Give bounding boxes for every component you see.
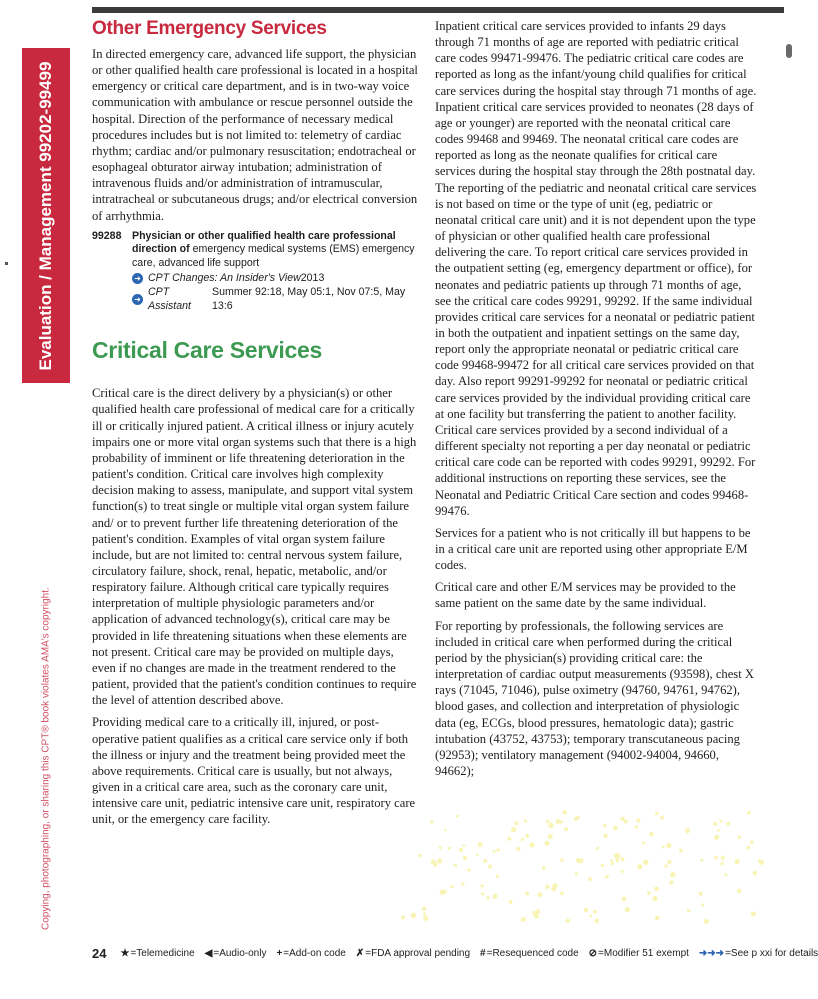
legend-modifier51-label: =Modifier 51 exempt <box>598 948 689 959</box>
decorative-dot <box>521 838 524 841</box>
decorative-dot <box>685 828 690 833</box>
decorative-dot <box>721 856 725 860</box>
decorative-dot <box>604 834 608 838</box>
legend-see-page <box>699 948 818 959</box>
decorative-dot <box>759 860 764 865</box>
decorative-dot <box>418 854 422 858</box>
decorative-dot <box>422 907 426 911</box>
decorative-dot <box>714 856 718 860</box>
hash-icon: # <box>480 948 486 959</box>
decorative-dot <box>647 891 651 895</box>
decorative-dot <box>701 903 704 906</box>
decorative-dot <box>654 886 659 891</box>
decorative-dot <box>524 819 527 822</box>
legend-telemedicine <box>120 948 194 959</box>
decorative-dot <box>642 841 645 844</box>
decorative-dot <box>448 847 451 850</box>
speaker-icon: ◀ <box>204 948 213 959</box>
decorative-dot <box>411 913 417 919</box>
decorative-dot <box>737 889 742 894</box>
decorative-dot <box>483 859 487 863</box>
decorative-dot <box>593 910 597 914</box>
decorative-dot <box>493 850 496 853</box>
decorative-dot <box>588 877 592 881</box>
decorative-dot <box>562 810 567 815</box>
decorative-dot <box>667 860 671 864</box>
decorative-dot <box>621 858 625 862</box>
decorative-dot <box>750 841 754 845</box>
decorative-dot <box>497 848 500 851</box>
critical-care-paragraph-2: Providing medical care to a critically ill, injured, or post-operative patient qualifies as a critical care service only if both the illness or injury and the treatment being provided meet the above requirements. Critical care is usually, but not always, given in a critical care area, such as the coronary care unit, intensive care unit, pediatric intensive care unit, respiratory care unit, or the emergency care facility. <box>92 715 416 827</box>
decorative-dot <box>726 822 730 826</box>
legend-telemedicine-label: =Telemedicine <box>130 948 195 959</box>
decorative-dot <box>660 816 664 820</box>
ref2-rest: Summer 92:18, May 05:1, Nov 07:5, May 13:6 <box>212 286 406 312</box>
other-emergency-heading: Other Emergency Services <box>92 18 327 39</box>
decorative-dot <box>509 900 513 904</box>
decorative-dot <box>687 909 691 913</box>
decorative-dot <box>463 844 466 847</box>
decorative-dot <box>431 859 436 864</box>
legend-modifier51 <box>589 948 689 959</box>
decorative-dot <box>401 915 405 919</box>
decorative-dot <box>669 880 673 884</box>
decorative-dot <box>423 912 426 915</box>
decorative-dot <box>478 842 483 847</box>
decorative-dot <box>456 815 459 818</box>
ref2-title: CPT Assistant <box>148 286 191 312</box>
decorative-dot <box>467 868 471 872</box>
legend-fda <box>356 948 470 959</box>
decorative-dot <box>556 819 561 824</box>
decorative-dot <box>652 896 657 901</box>
reference-arrows-icon: ➜➜➜ <box>698 948 725 959</box>
decorative-dot <box>461 883 464 886</box>
decorative-dot <box>666 843 671 848</box>
decorative-dot <box>753 871 758 876</box>
decorative-dot <box>437 858 442 863</box>
decorative-dot <box>450 885 453 888</box>
decorative-dot <box>480 884 483 887</box>
decorative-dot <box>643 860 649 866</box>
decorative-dot <box>664 864 667 867</box>
decorative-dot <box>679 849 683 853</box>
decorative-dot <box>430 820 434 824</box>
decorative-dot <box>507 837 511 841</box>
page-number: 24 <box>92 946 107 961</box>
decorative-dot <box>536 909 541 914</box>
decorative-dot <box>735 859 740 864</box>
decorative-dot <box>720 862 723 865</box>
decorative-dot <box>496 875 499 878</box>
code-bold-text: Physician or other qualified health care professional direction of <box>132 229 396 256</box>
decorative-dot <box>521 917 526 922</box>
other-emergency-paragraph: In directed emergency care, advanced life support, the physician or other qualified health care professional is located in a hospital emergency or critical care department, and is in two-way voice communication with ambulance or rescue personnel outside the hospital. Direction of the performance of necessary medical procedures includes but is not limited to: telemetry of cardiac rhythm; cardiac and/or pulmonary resuscitation; endotracheal or esophageal obturator airway intubation; administration of intravenous fluids and/or administration of intramuscular, intratracheal or subcutaneous drugs; and/or electrical conversion of arrhythmia. <box>92 47 418 223</box>
margin-mark <box>5 262 8 265</box>
decorative-dot <box>625 907 630 912</box>
decorative-dot <box>481 892 484 895</box>
decorative-dot <box>525 834 529 838</box>
decorative-dot <box>492 894 497 899</box>
prohibited-icon: ⊘ <box>588 948 598 959</box>
top-rule <box>92 7 784 13</box>
decorative-dot <box>560 891 564 895</box>
decorative-dot <box>577 859 581 863</box>
arrow-right-icon: ➜ <box>132 273 143 284</box>
decorative-dot <box>560 859 564 863</box>
decorative-dot <box>444 829 447 832</box>
pediatric-neonatal-paragraph: Inpatient critical care services provided to infants 29 days through 71 months of age are reported with pediatric critical care codes 99471-99476. The pediatric critical care codes are reported as long as the infant/young child qualifies for critical care services during the hospital stay through 71 months of age. Inpatient critical care services provided to neonates (28 days of age or younger) are reported with the neonatal critical care codes 99468 and 99469. The neonatal critical care codes are reported as long as the neonate qualifies for critical care services during the hospital stay through the 28th postnatal day. The reporting of the pediatric and neonatal critical care services is not based on time or the type of unit (eg, pediatric or neonatal critical care unit) and it is not dependent upon the type of physician or other qualified health care professional delivering the care. To report critical care services provided in the outpatient setting (eg, emergency department or office), for neonates and pediatric patients up through 71 months of age, see the critical care codes 99291, 99292. If the same individual provides critical care services for a neonatal or pediatric patient in both the outpatient and inpatient settings on the same day, report only the appropriate neonatal or pediatric critical care code 99468-99472 for all critical care services provided on that day. Also report 99291-99292 for neonatal or pediatric critical care services provided by the individual providing critical care at one facility but transferring the patient to another facility. Critical care services provided by a second individual of a different specialty not reporting a per day neonatal or pediatric critical care code can be reported with codes 99291, 99292. For additional instructions on reporting these services, see the Neonatal and Pediatric Critical Care section and codes 99468-99476. <box>435 19 757 518</box>
decorative-dot <box>622 897 627 902</box>
code-rest-text: emergency medical systems (EMS) emergency care, advanced life support <box>132 243 415 269</box>
legend-fda-label: =FDA approval pending <box>365 948 471 959</box>
decorative-dot <box>596 847 599 850</box>
decorative-dot <box>704 919 709 924</box>
legend-audio <box>205 948 267 959</box>
decorative-dot <box>662 846 665 849</box>
decorative-dot <box>738 835 742 839</box>
code-description <box>132 230 420 314</box>
decorative-dot <box>615 858 619 862</box>
decorative-dot <box>548 823 553 828</box>
legend-see-page-label: =See p xxi for details <box>725 948 818 959</box>
included-services-paragraph: For reporting by professionals, the following services are included in critical care when performed during the critical period by the physician(s) providing critical care: the interpretation of cardiac output measurements (93598), chest X rays (71045, 71046), pulse oximetry (94760, 94761, 94762), blood gases, and collection and interpretation of physiologic data (eg, ECGs, blood pressures, hematologic data); gastric intubation (43752, 43753); temporary transcutaneous pacing (92953); ventilatory management (94002-94004, 94660, 94662); <box>435 618 754 779</box>
decorative-dot <box>542 866 546 870</box>
decorative-dot <box>516 847 520 851</box>
left-column <box>92 18 420 834</box>
decorative-dot <box>537 892 542 897</box>
section-tab-title: Evaluation / Management 99202-99499 <box>36 61 55 371</box>
decorative-dot <box>724 873 727 876</box>
decorative-dot <box>548 834 553 839</box>
decorative-dot <box>439 846 442 849</box>
legend-audio-label: =Audio-only <box>213 948 267 959</box>
ref1-title: CPT Changes: An Insider's View <box>148 271 301 284</box>
decorative-dot <box>714 835 719 840</box>
decorative-dot <box>613 825 618 830</box>
decorative-dot <box>589 914 592 917</box>
decorative-dot <box>638 865 641 868</box>
decorative-dot <box>655 916 660 921</box>
code-number: 99288 <box>92 229 122 242</box>
decorative-dot <box>488 865 492 869</box>
decorative-dot <box>636 818 640 822</box>
critical-care-paragraph-1: Critical care is the direct delivery by a physician(s) or other qualified health care professional of medical care for a critically ill or critically injured patient. A critical illness or injury acutely impairs one or more vital organ systems such that there is a high probability of imminent or life threatening deterioration in the patient's condition. Critical care involves high complexity decision making to assess, manipulate, and support vital system function(s) to treat single or multiple vital organ system failure and/ or to prevent further life threatening deterioration of the patient's condition. Examples of vital organ system failure include, but are not limited to: central nervous system failure, circulatory failure, shock, renal, hepatic, metabolic, and/or respiratory failure. Although critical care typically requires interpretation of multiple physiologic parameters and/or application of advanced technology(s), critical care may be provided in life threatening situations when these elements are not present. Critical care may be provided on multiple days, even if no changes are made in the treatment rendered to the patient, provided that the patient's condition continues to require the level of attention described above. <box>92 386 417 708</box>
decorative-dot <box>566 919 571 924</box>
decorative-dot <box>476 854 479 857</box>
decorative-dot <box>720 820 723 823</box>
decorative-dot <box>700 859 703 862</box>
reference-cpt-assistant <box>132 286 420 313</box>
non-critical-paragraph: Services for a patient who is not critically ill but happens to be in a critical care unit are reported using other appropriate E/M codes. <box>435 525 751 573</box>
right-column <box>435 18 758 785</box>
legend-resequenced <box>480 948 579 959</box>
same-date-paragraph: Critical care and other E/M services may be provided to the same patient on the same date by the same individual. <box>435 580 736 611</box>
decorative-dot <box>511 827 516 832</box>
critical-care-heading: Critical Care Services <box>92 337 322 364</box>
decorative-dot <box>635 825 638 828</box>
scrollbar-thumb[interactable] <box>786 44 792 58</box>
decorative-dot-pattern <box>395 812 765 922</box>
decorative-dot <box>747 811 751 815</box>
fda-pending-icon: ✗ <box>355 948 365 959</box>
decorative-dot <box>655 812 658 815</box>
decorative-dot <box>621 870 624 873</box>
star-icon: ★ <box>120 948 130 959</box>
decorative-dot <box>713 822 717 826</box>
decorative-dot <box>546 820 549 823</box>
legend-addon <box>276 948 345 959</box>
decorative-dot <box>551 887 556 892</box>
decorative-dot <box>459 848 463 852</box>
decorative-dot <box>670 872 675 877</box>
copyright-notice: Copying, photographing, or sharing this CPT® book violates AMA's copyright. <box>40 587 52 930</box>
decorative-dot <box>442 889 446 893</box>
decorative-dot <box>746 846 750 850</box>
decorative-dot <box>514 821 518 825</box>
decorative-dot <box>545 841 550 846</box>
decorative-dot <box>525 891 529 895</box>
reference-cpt-changes <box>132 272 420 286</box>
decorative-dot <box>610 859 613 862</box>
decorative-dot <box>454 864 458 868</box>
decorative-dot <box>620 817 625 822</box>
decorative-dot <box>717 829 720 832</box>
decorative-dot <box>611 862 614 865</box>
code-entry-99288 <box>92 230 420 314</box>
decorative-dot <box>594 919 599 924</box>
decorative-dot <box>486 896 490 900</box>
decorative-dot <box>751 911 756 916</box>
footer-legend <box>92 946 818 961</box>
decorative-dot <box>649 832 654 837</box>
decorative-dot <box>614 853 619 858</box>
decorative-dot <box>423 916 428 921</box>
decorative-dot <box>699 892 703 896</box>
decorative-dot <box>463 856 467 860</box>
decorative-dot <box>564 827 568 831</box>
decorative-dot <box>584 908 589 913</box>
legend-resequenced-label: =Resequenced code <box>486 948 579 959</box>
decorative-dot <box>575 872 578 875</box>
decorative-dot <box>545 885 550 890</box>
decorative-dot <box>601 864 604 867</box>
ref1-year: 2013 <box>300 271 325 284</box>
decorative-dot <box>603 824 607 828</box>
decorative-dot <box>605 875 609 879</box>
arrow-right-icon: ➜ <box>132 294 143 305</box>
plus-icon: + <box>276 948 283 959</box>
decorative-dot <box>529 842 534 847</box>
decorative-dot <box>574 817 578 821</box>
legend-addon-label: =Add-on code <box>283 948 346 959</box>
